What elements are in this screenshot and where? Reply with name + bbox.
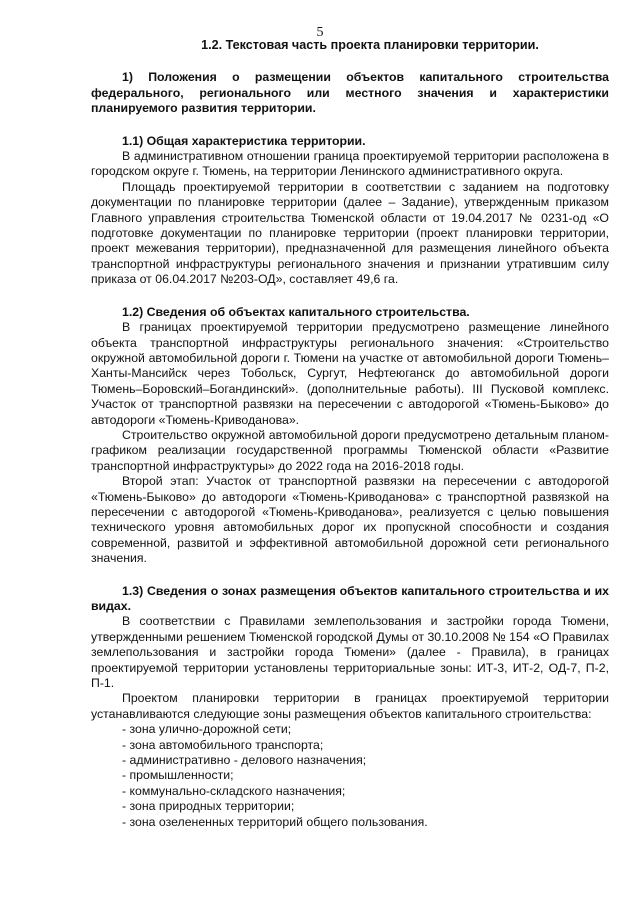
paragraph: Площадь проектируемой территории в соответствии с заданием на подготовку документации по планировке территории (далее – Задание), утвержденным приказом Главного управления строительства Тюменской области от 19.04.2017 № 0231-од «О подготовке документации по планировке территории (проект планировки территории, проект межевания территории), предназначенной для размещения линейного объекта транспортной инфраструктуры регионального значения и признании утратившим силу приказа от 06.04.2017 №203-ОД», составляет 49,6 га. [91, 179, 609, 287]
list-item: - административно - делового назначения; [122, 753, 367, 768]
page-number: 5 [316, 25, 324, 40]
list-item: - зона природных территории; [122, 799, 295, 814]
paragraph: В соответствии с Правилами землепользования и застройки города Тюмени, утвержденными решением Тюменской городской Думы от 30.10.2008 № 154 «О Правилах землепользования и застройки города Тюмени» (далее - Правила), в границах проектируемой территории установлены территориальные зоны: ИТ-3, ИТ-2, ОД-7, П-2, П-1. [91, 614, 609, 691]
subsection-1-3-heading: 1.3) Сведения о зонах размещения объектов капитального строительства и их видах. [91, 583, 609, 613]
list-item: - зона автомобильного транспорта; [122, 737, 324, 752]
subsection-1-2-heading: 1.2) Сведения об объектах капитального строительства. [122, 304, 470, 319]
paragraph: В границах проектируемой территории предусмотрено размещение линейного объекта транспортной инфраструктуры регионального значения: «Строительство окружной автомобильной дороги г. Тюмени на участке от автомобильной дороги Тюмень–Ханты-Мансийск через Тобольск, Сургут, Нефтеюганск до автомобильной дороги Тюмень–Боровский–Богандинский». (дополнительные работы). III Пусковой комплекс. Участок от транспортной развязки на пересечении с автодорогой «Тюмень-Быково» до автодороги «Тюмень-Криводанова». [91, 320, 609, 427]
document-body [91, 38, 609, 830]
paragraph: В административном отношении граница проектируемой территории расположена в городском округе г. Тюмень, на территории Ленинского административного округа. [91, 149, 609, 179]
list-item: - коммунально-складского назначения; [122, 783, 346, 798]
paragraph: Второй этап: Участок от транспортной развязки на пересечении с автодорогой «Тюмень-Быково» до автодороги «Тюмень-Криводанова» с транспортной развязкой на пересечении с автодорогой «Тюмень-Криводанова», реализуется с целью повышения технического уровня автомобильных дорог их пропускной способности и создания современной, развитой и эффективной автомобильной дорожной сети регионального значения. [91, 474, 609, 566]
zones-list [91, 722, 609, 830]
list-item: - промышленности; [122, 768, 234, 783]
list-item: - зона улично-дорожной сети; [122, 722, 292, 737]
subsection-1-1-heading: 1.1) Общая характеристика территории. [122, 133, 366, 148]
list-item: - зона озелененных территорий общего пользования. [122, 814, 428, 829]
section-title: 1.2. Текстовая часть проекта планировки территории. [201, 38, 539, 52]
paragraph: Проектом планировки территории в границах проектируемой территории устанавливаются следующие зоны размещения объектов капитального строительства: [91, 691, 609, 721]
section-1-heading: 1) Положения о размещении объектов капитального строительства федерального, регионального или местного значения и характеристики планируемого развития территории. [91, 70, 609, 116]
paragraph: Строительство окружной автомобильной дороги предусмотрено детальным планом-графиком реализации государственной программы Тюменской области «Развитие транспортной инфраструктуры» до 2022 года на 2016-2018 годы. [91, 427, 609, 473]
